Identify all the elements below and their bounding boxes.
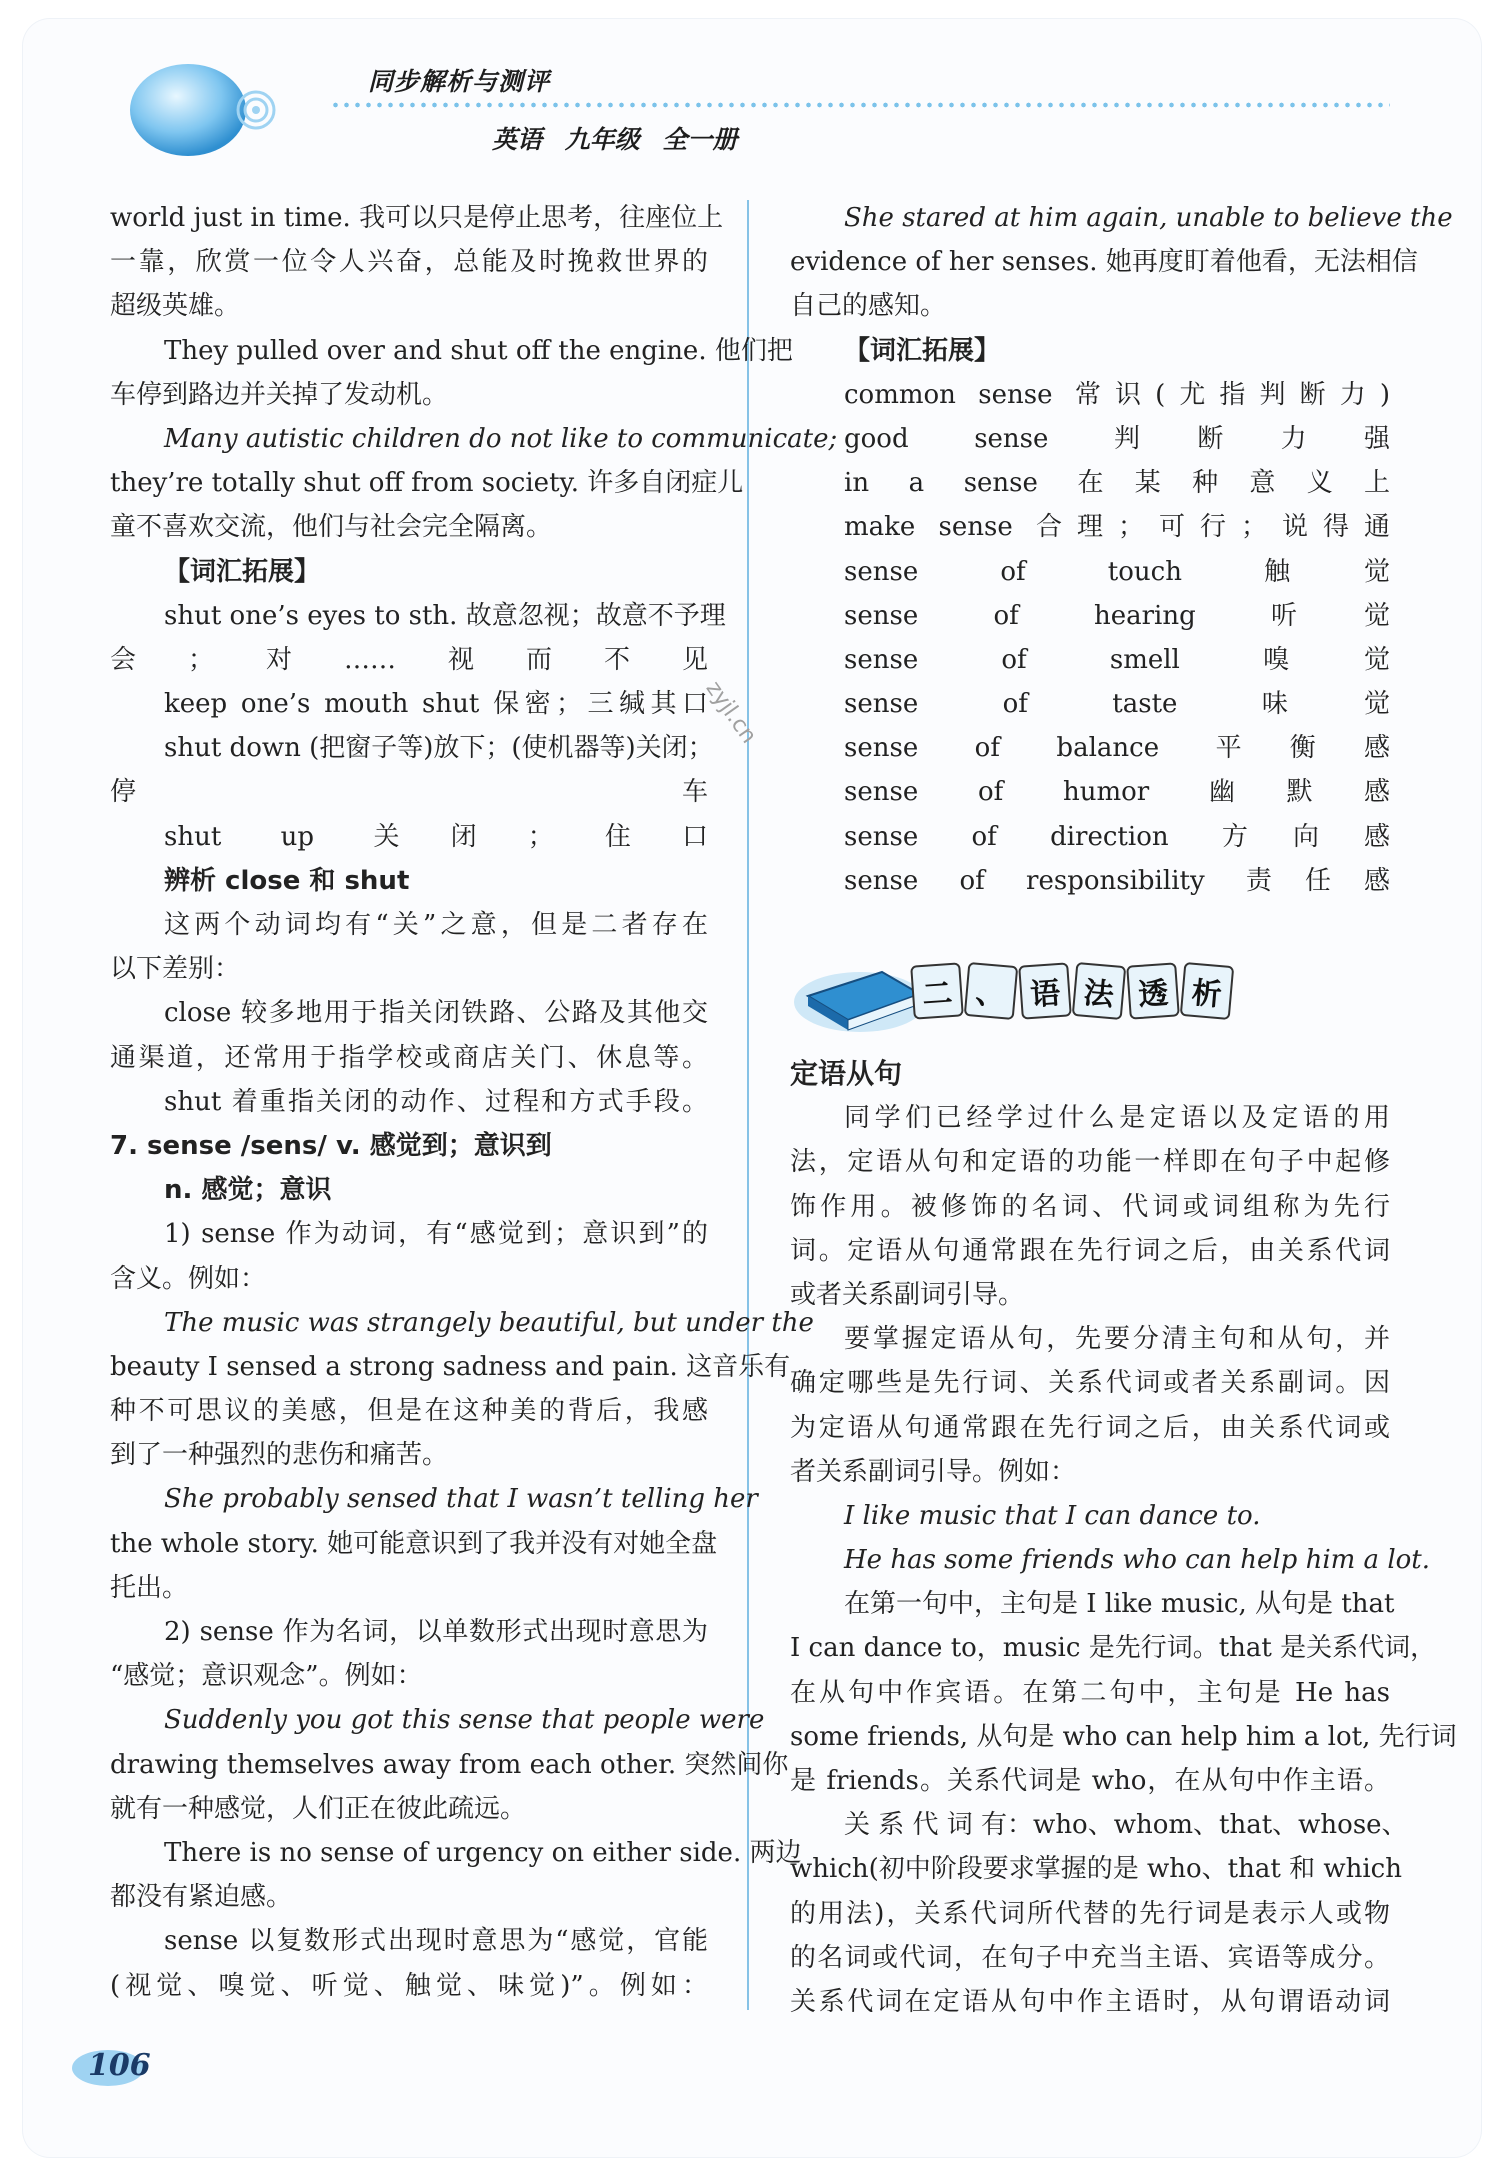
text-line: 的用法)，关系代词所代替的先行词是表示人或物 (790, 1898, 1390, 1929)
text-line: common sense 常识(尤指判断力) (844, 379, 1390, 410)
text-line: the whole story. 她可能意识到了我并没有对她全盘 (110, 1528, 718, 1559)
text-line: evidence of her senses. 她再度盯着他看，无法相信 (790, 247, 1418, 278)
text-line: shut down (把窗子等)放下；(使机器等)关闭； (164, 733, 714, 764)
right-column-top (790, 196, 1453, 903)
text-line: sense of direction 方向感 (844, 821, 1390, 852)
text-line: 在第一句中，主句是 I like music, 从句是 that (844, 1589, 1395, 1620)
text-line: 童不喜欢交流，他们与社会完全隔离。 (110, 512, 553, 543)
text-line: 辨析 close 和 shut (164, 865, 410, 896)
text-line: they’re totally shut off from society. 许多自闭症儿 (110, 468, 744, 499)
text-line: 一靠，欣赏一位令人兴奋，总能及时挽救世界的 (110, 247, 708, 278)
text-line: He has some friends who can help him a lot. (844, 1545, 1431, 1576)
text-line: I can dance to，music 是先行词。that 是关系代词， (790, 1633, 1437, 1664)
text-line: in a sense 在某种意义上 (844, 468, 1390, 499)
section-title-char: 析 (1180, 962, 1235, 1020)
text-line: 这两个动词均有“关”之意，但是二者存在 (164, 910, 708, 940)
text-line: world just in time. 我可以只是停止思考，往座位上 (110, 203, 724, 233)
text-line: sense of balance 平衡感 (844, 733, 1390, 764)
text-line: 种不可思议的美感，但是在这种美的背后，我感 (110, 1396, 708, 1427)
text-line: 是 friends。关系代词是 who，在从句中作主语。 (790, 1766, 1390, 1796)
text-line: Many autistic children do not like to communicate; (164, 423, 838, 454)
text-line: “感觉；意识观念”。例如： (110, 1661, 423, 1692)
text-line: 到了一种强烈的悲伤和痛苦。 (110, 1440, 449, 1471)
text-line: which(初中阶段要求掌握的是 who、that 和 which (790, 1854, 1402, 1885)
text-line: 确定哪些是先行词、关系代词或者关系副词。因 (790, 1368, 1390, 1399)
text-line: 者关系副词引导。例如： (790, 1456, 1077, 1487)
text-line: She probably sensed that I wasn’t telling her (164, 1484, 758, 1515)
section-title-grammar (912, 964, 1232, 1022)
text-line: beauty I sensed a strong sadness and pain. 这音乐有 (110, 1351, 791, 1382)
text-line: The music was strangely beautiful, but under the (164, 1307, 814, 1338)
text-line: drawing themselves away from each other. 突然间你 (110, 1749, 789, 1780)
text-line: 法，定语从句和定语的功能一样即在句子中起修 (790, 1147, 1390, 1178)
header-title: 同步解析与测评 (368, 67, 551, 96)
text-line: 托出。 (110, 1572, 189, 1603)
text-line: 关 系 代 词 有：who、whom、that、whose、 (844, 1810, 1408, 1841)
text-line: 停车 (110, 777, 708, 808)
text-line: 就有一种感觉，人们正在彼此疏远。 (110, 1793, 527, 1824)
text-line: 【词汇拓展】 (164, 556, 321, 587)
text-line: 2) sense 作为名词，以单数形式出现时意思为 (164, 1617, 708, 1647)
text-line: 为定语从句通常跟在先行词之后，由关系代词或 (790, 1412, 1390, 1443)
header-subtitle: 英语 九年级 全一册 (492, 125, 738, 154)
header-logo-icon (128, 58, 278, 158)
section-title-char: 、 (964, 962, 1019, 1020)
text-line: 以下差别： (110, 954, 241, 985)
text-line: shut up 关闭；住口 (164, 821, 708, 852)
text-line: sense of taste 味觉 (844, 689, 1390, 720)
text-line: sense of humor 幽默感 (844, 777, 1390, 808)
header-dotted-rule (330, 102, 1390, 108)
text-line: 关系代词在定语从句中作主语时，从句谓语动词 (790, 1986, 1390, 2017)
text-line: (视觉、嗅觉、听觉、触觉、味觉)”。例如： (110, 1970, 708, 2001)
text-line: some friends, 从句是 who can help him a lot, 先行词 (790, 1721, 1457, 1752)
text-line: sense of smell 嗅觉 (844, 644, 1390, 675)
section-title-char: 透 (1126, 962, 1180, 1019)
text-line: 车停到路边并关掉了发动机。 (110, 379, 449, 410)
text-line: I like music that I can dance to. (844, 1500, 1261, 1531)
text-line: 会；对……视而不见 (110, 644, 708, 675)
text-line: 自己的感知。 (790, 291, 947, 322)
text-line: make sense 合理；可行；说得通 (844, 512, 1390, 543)
text-line: sense of hearing 听觉 (844, 600, 1390, 631)
text-line: sense of touch 触觉 (844, 556, 1390, 587)
text-line: 都没有紧迫感。 (110, 1882, 293, 1913)
text-line: sense 以复数形式出现时意思为“感觉，官能 (164, 1926, 708, 1957)
text-line: 要掌握定语从句，先要分清主句和从句，并 (844, 1324, 1390, 1355)
text-line: 超级英雄。 (110, 291, 241, 322)
text-line: sense of responsibility 责任感 (844, 865, 1390, 896)
text-line: 或者关系副词引导。 (790, 1279, 1025, 1310)
text-line: 在从句中作宾语。在第二句中，主句是 He has (790, 1677, 1390, 1708)
text-line: shut 着重指关闭的动作、过程和方式手段。 (164, 1086, 708, 1117)
text-line: 通渠道，还常用于指学校或商店关门、休息等。 (110, 1042, 708, 1073)
text-line: keep one’s mouth shut 保密；三缄其口 (164, 689, 708, 720)
text-line: good sense 判断力强 (844, 423, 1390, 454)
text-line: 含义。例如： (110, 1263, 267, 1294)
text-line: 同学们已经学过什么是定语以及定语的用 (844, 1103, 1390, 1134)
text-line: 的名词或代词，在句子中充当主语、宾语等成分。 (790, 1942, 1390, 1973)
text-line: 1) sense 作为动词，有“感觉到；意识到”的 (164, 1219, 708, 1250)
text-line: 【词汇拓展】 (844, 335, 1001, 366)
section-title-char: 法 (1072, 962, 1127, 1020)
right-column-bottom (790, 1052, 1457, 2024)
text-line: n. 感觉；意识 (164, 1175, 332, 1206)
text-line: Suddenly you got this sense that people were (164, 1705, 765, 1736)
text-line: There is no sense of urgency on either side. 两边 (164, 1837, 802, 1868)
text-line: close 较多地用于指关闭铁路、公路及其他交 (164, 998, 708, 1029)
text-line: 饰作用。被修饰的名词、代词或词组称为先行 (790, 1191, 1390, 1222)
text-line: They pulled over and shut off the engine. 他们把 (164, 335, 793, 366)
section-title-char: 语 (1018, 962, 1072, 1019)
page-number-text: 106 (88, 2048, 151, 2083)
text-line: 7. sense /sens/ v. 感觉到；意识到 (110, 1130, 552, 1161)
section-title-char: 二 (910, 962, 964, 1019)
watermark: zyjl.cn (700, 676, 762, 749)
text-line: shut one’s eyes to sth. 故意忽视；故意不予理 (164, 600, 726, 631)
text-line: 词。定语从句通常跟在先行词之后，由关系代词 (790, 1235, 1390, 1266)
page-number (70, 2044, 151, 2088)
text-line: 定语从句 (790, 1057, 903, 1090)
text-line: She stared at him again, unable to believe the (844, 203, 1453, 233)
